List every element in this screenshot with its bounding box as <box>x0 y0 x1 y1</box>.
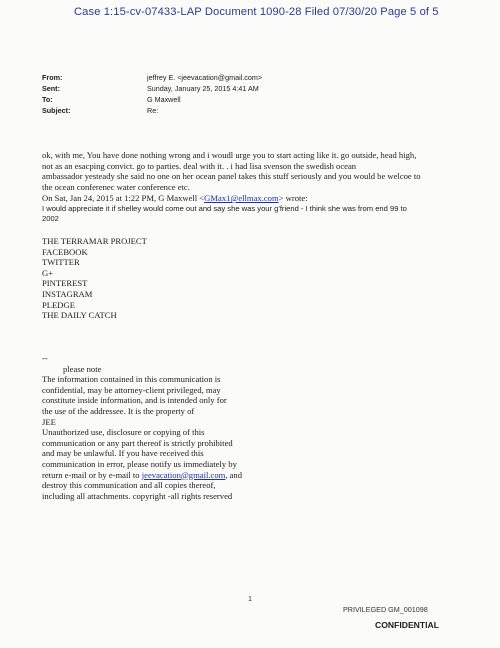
signature-line: JEE <box>42 416 56 427</box>
sent-value: Sunday, January 25, 2015 4:41 AM <box>147 84 259 93</box>
signature-lines <box>42 374 242 469</box>
to-value: G Maxwell <box>147 95 181 104</box>
signature-dashes: -- <box>42 353 48 363</box>
subject-label: Subject: <box>42 106 71 115</box>
signature-line: and may be unlawful. If you have received this <box>42 448 204 459</box>
signature-line: including all attachments. copyright -all rights reserved <box>42 490 233 501</box>
bates-number: PRIVILEGED GM_001098 <box>343 605 428 614</box>
quote-line: I would appreciate it if shelley would come out and say she was your g'friend - I think she was from end 99 to <box>42 203 407 213</box>
quoted-reply <box>42 193 407 225</box>
to-label: To: <box>42 95 53 104</box>
email-body <box>42 150 421 192</box>
signature-line: confidential, may be attorney-client privileged, may <box>42 384 221 395</box>
signature-line: The information contained in this communication is <box>42 374 221 385</box>
quote-intro: On Sat, Jan 24, 2015 at 1:22 PM, G Maxwell <GMax1@ellmax.com> wrote: <box>42 193 308 203</box>
project-list <box>42 236 147 321</box>
project-list-item: G+ <box>42 267 54 278</box>
return-email-link[interactable]: jeevacation@gmail.com <box>141 469 226 480</box>
sent-row <box>42 84 259 93</box>
signature-line: the use of the addressee. It is the property of <box>42 405 195 416</box>
signature-block <box>42 353 242 501</box>
confidential-label: CONFIDENTIAL <box>375 620 439 630</box>
project-list-item: PLEDGE <box>42 299 75 310</box>
project-list-item: FACEBOOK <box>42 246 88 257</box>
quote-line: 2002 <box>42 214 59 223</box>
project-list-item: THE TERRAMAR PROJECT <box>42 236 147 246</box>
project-list-item: THE DAILY CATCH <box>42 310 117 321</box>
signature-line: communication in error, please notify us immediately by <box>42 458 237 469</box>
from-value: jeffrey E. <jeevacation@gmail.com> <box>147 73 263 82</box>
signature-line: communication or any part thereof is strictly prohibited <box>42 437 233 448</box>
body-line: ambassador yesteady she said no one on her ocean panel takes this stuff seriously and you would be welcoe to <box>42 171 421 181</box>
signature-lines-after <box>42 480 242 501</box>
signature-line: constitute inside information, and is intended only for <box>42 395 227 406</box>
from-label: From: <box>42 73 63 82</box>
to-row <box>42 95 181 104</box>
signature-line: Unauthorized use, disclosure or copying of this <box>42 427 205 438</box>
body-line: the ocean conferenec water conference etc. <box>42 181 190 192</box>
project-list-item: TWITTER <box>42 257 80 268</box>
signature-line: destroy this communication and all copies thereof, <box>42 480 216 491</box>
quoted-email-link[interactable]: GMax1@ellmax.com <box>204 193 279 203</box>
subject-value: Re: <box>147 106 159 115</box>
court-case-header: Case 1:15-cv-07433-LAP Document 1090-28 Filed 07/30/20 Page 5 of 5 <box>74 6 439 18</box>
please-note: please note <box>63 363 102 374</box>
subject-row <box>42 106 158 115</box>
body-line: ok, with me, You have done nothing wrong and i woudl urge you to start acting like it. go outside, head high, <box>42 150 417 160</box>
body-line: not as an esacping convict. go to parties. deal with it. . i had lisa svenson the swedish ocean <box>42 160 357 171</box>
project-list-item: INSTAGRAM <box>42 288 93 299</box>
from-row <box>42 73 262 82</box>
sent-label: Sent: <box>42 84 60 93</box>
project-list-item: PINTEREST <box>42 278 88 289</box>
return-line: return e-mail or by e-mail to jeevacation@gmail.com, and <box>42 469 243 480</box>
page-number: 1 <box>248 594 252 603</box>
